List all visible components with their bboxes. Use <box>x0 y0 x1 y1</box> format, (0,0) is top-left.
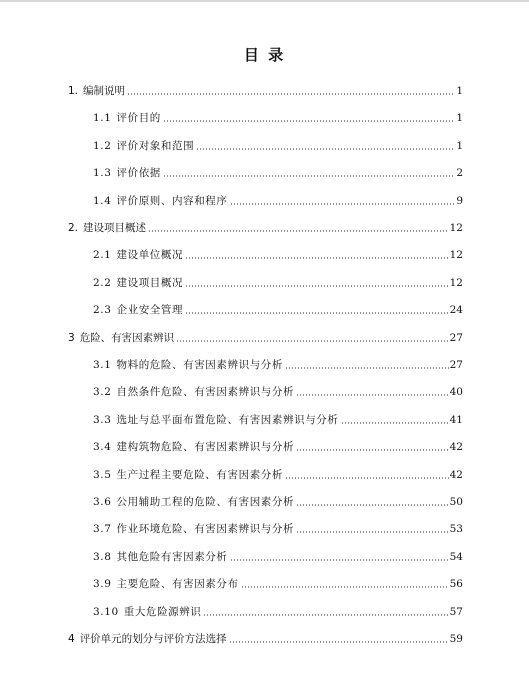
toc-entry[interactable] <box>93 164 463 180</box>
toc-entry-number: 3.7 <box>93 523 112 536</box>
toc-entry-title <box>68 221 147 235</box>
toc-page-number: 24 <box>449 304 463 317</box>
toc-entry-title <box>93 111 162 125</box>
toc-entry-label: 评价对象和范围 <box>116 139 195 152</box>
dot-leader <box>230 203 456 205</box>
toc-page-number: 1 <box>456 139 463 152</box>
toc-entry-number: 2. <box>68 222 79 234</box>
toc-entry-label: 编制说明 <box>83 85 126 97</box>
dot-leader <box>341 422 449 424</box>
toc-entry-title <box>93 550 229 564</box>
toc-page-number: 50 <box>449 496 463 508</box>
toc-entry-title <box>93 468 284 482</box>
toc-entry-label: 建设项目概况 <box>116 276 184 289</box>
toc-entry[interactable] <box>93 274 463 290</box>
dot-leader <box>229 641 449 643</box>
toc-entry-number: 3.1 <box>93 359 112 371</box>
dot-leader <box>185 312 449 314</box>
toc-entry-number: 3.5 <box>93 468 112 481</box>
toc-entry-title <box>93 166 162 180</box>
toc-entry-number: 3.6 <box>93 496 112 508</box>
dot-leader <box>176 340 448 342</box>
toc-entry-number: 1.3 <box>93 167 112 180</box>
toc-entry-title <box>93 577 240 591</box>
dot-leader <box>241 586 449 588</box>
toc-entry[interactable] <box>93 603 463 619</box>
toc-entry-title <box>93 276 184 290</box>
toc-entry-label: 生产过程主要危险、有害因素分析 <box>116 468 283 481</box>
toc-entry-number: 3.8 <box>93 550 112 563</box>
toc-entry-label: 危险、有害因素辨识 <box>79 331 175 344</box>
toc-entry-title <box>93 413 340 427</box>
toc-page-number: 27 <box>449 331 463 344</box>
toc-entry-number: 2.1 <box>93 249 112 262</box>
toc-entry-label: 企业安全管理 <box>116 304 184 317</box>
toc-page-number: 12 <box>449 276 463 289</box>
dot-leader <box>203 614 448 616</box>
toc-entry-number: 3.4 <box>93 441 112 454</box>
toc-entry-title <box>93 194 229 208</box>
toc-entry-label: 公用辅助工程的危险、有害因素分析 <box>116 496 295 508</box>
toc-page-number: 53 <box>449 523 463 536</box>
toc-entry-label: 自然条件危险、有害因素辨识与分析 <box>116 386 295 399</box>
toc-entry-label: 建设单位概况 <box>116 249 184 262</box>
toc-entry[interactable] <box>93 356 463 372</box>
dot-leader <box>296 531 449 533</box>
toc-entry[interactable] <box>93 137 463 153</box>
toc-entry[interactable] <box>68 630 463 646</box>
dot-leader <box>127 93 455 95</box>
toc-entry-label: 主要危险、有害因素分布 <box>116 578 239 591</box>
toc-entry[interactable] <box>93 520 463 536</box>
dot-leader <box>185 257 449 259</box>
toc-entry-title <box>68 84 126 98</box>
dot-leader <box>285 477 449 479</box>
dot-leader <box>296 504 449 506</box>
toc-page-number: 57 <box>449 605 463 618</box>
toc-entry-title <box>93 440 295 454</box>
dot-leader <box>148 230 449 232</box>
toc-entry[interactable] <box>68 219 463 235</box>
toc-entry-title <box>93 358 284 372</box>
toc-entry[interactable] <box>93 466 463 482</box>
toc-entry-label: 评价依据 <box>116 167 161 180</box>
toc-page-number: 42 <box>449 441 463 454</box>
toc-entry[interactable] <box>93 548 463 564</box>
toc-entry-number: 2.3 <box>93 304 112 317</box>
toc-entry-label: 作业环境危险、有害因素辨识与分析 <box>116 523 295 536</box>
toc-entry-label: 建设项目概述 <box>83 222 147 234</box>
toc-entry-title <box>68 632 228 646</box>
toc-entry[interactable] <box>93 575 463 591</box>
toc-entry-title <box>93 248 184 262</box>
dot-leader <box>196 148 455 150</box>
dot-leader <box>285 367 449 369</box>
toc-page-number: 27 <box>449 359 463 371</box>
toc-entry-title <box>93 303 184 317</box>
toc-entry-label: 评价目的 <box>116 112 161 125</box>
toc-page-number: 42 <box>449 468 463 481</box>
toc-entry-title <box>93 139 195 153</box>
toc-page-number: 40 <box>449 386 463 399</box>
toc-entry-title <box>93 495 295 509</box>
toc-entry-title <box>93 385 295 399</box>
toc-entry[interactable] <box>68 329 463 345</box>
toc-title: 目 录 <box>243 46 286 64</box>
toc-entry[interactable] <box>93 493 463 509</box>
toc-entry-title <box>68 331 175 345</box>
toc-entry-label: 评价单元的划分与评价方法选择 <box>79 633 227 645</box>
toc-entry[interactable] <box>93 438 463 454</box>
toc-page-number: 41 <box>449 413 463 426</box>
toc-page-number: 9 <box>456 194 463 207</box>
dot-leader <box>296 394 449 396</box>
toc-entry[interactable] <box>93 246 463 262</box>
toc-entry[interactable] <box>93 411 463 427</box>
toc-entry-number: 3.10 <box>93 605 119 618</box>
toc-entry-label: 其他危险有害因素分析 <box>116 550 228 563</box>
toc-entry[interactable] <box>93 109 463 125</box>
toc-page-number: 12 <box>449 222 463 234</box>
toc-page-number: 2 <box>456 167 463 180</box>
dot-leader <box>163 175 455 177</box>
toc-entry-title <box>93 522 295 536</box>
toc-page-number: 1 <box>456 112 463 125</box>
toc-page-number: 54 <box>449 550 463 563</box>
toc-entry-number: 1. <box>68 85 79 97</box>
toc-entry-number: 1.1 <box>93 112 112 125</box>
toc-entry-title <box>93 605 202 619</box>
toc-entry-number: 3.3 <box>93 413 112 426</box>
dot-leader <box>185 285 449 287</box>
toc-page-number: 59 <box>449 633 463 645</box>
toc-entry-number: 3.2 <box>93 386 112 399</box>
toc-entry[interactable] <box>93 383 463 399</box>
toc-entry[interactable] <box>68 82 463 98</box>
dot-leader <box>230 559 449 561</box>
toc-entry-label: 重大危险源辨识 <box>123 605 202 618</box>
toc-entry-label: 评价原则、内容和程序 <box>116 194 228 207</box>
toc-entry-label: 建构筑物危险、有害因素辨识与分析 <box>116 441 295 454</box>
toc-entry[interactable] <box>93 301 463 317</box>
dot-leader <box>163 120 455 122</box>
toc-entry[interactable] <box>93 192 463 208</box>
toc-entry-number: 3 <box>68 331 75 344</box>
toc-page-number: 12 <box>449 249 463 262</box>
dot-leader <box>296 449 449 451</box>
toc-entry-number: 4 <box>68 633 75 645</box>
toc-page-number: 1 <box>456 85 463 97</box>
toc-entry-label: 物料的危险、有害因素辨识与分析 <box>116 359 283 371</box>
toc-page-number: 56 <box>449 578 463 591</box>
toc-entry-number: 1.2 <box>93 139 112 152</box>
toc-entry-label: 选址与总平面布置危险、有害因素辨识与分析 <box>116 413 339 426</box>
toc-entry-number: 2.2 <box>93 276 112 289</box>
toc-entry-number: 3.9 <box>93 578 112 591</box>
toc-entry-number: 1.4 <box>93 194 112 207</box>
